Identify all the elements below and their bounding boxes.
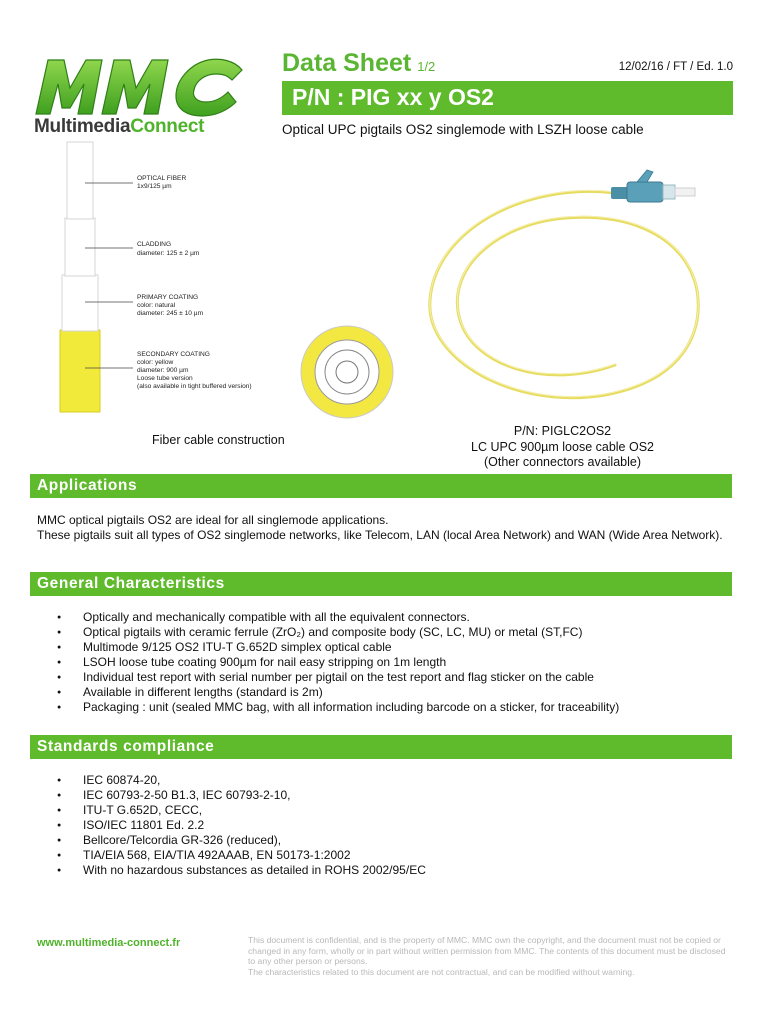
- page-indicator: 1/2: [417, 59, 436, 74]
- list-item: ● ISO/IEC 11801 Ed. 2.2: [57, 818, 426, 833]
- label-cladding-spec: diameter: 125 ± 2 µm: [137, 250, 200, 257]
- list-item: ● IEC 60793-2-50 B1.3, IEC 60793-2-10,: [57, 788, 426, 803]
- logo-word-connect: Connect: [130, 116, 205, 137]
- cladding-layer: [65, 218, 95, 276]
- label-secondary-coating-version: Loose tube version: [137, 375, 193, 382]
- standards-list: [57, 773, 426, 878]
- fiber-cross-section: [295, 322, 405, 422]
- optical-fiber-core: [67, 142, 93, 219]
- doc-title: [282, 49, 435, 78]
- section-header-applications: Applications: [30, 474, 732, 498]
- label-secondary-coating-diameter: diameter: 900 µm: [137, 367, 189, 374]
- logo-word-multimedia: Multimedia: [34, 116, 131, 137]
- label-secondary-coating-color: color: yellow: [137, 359, 174, 366]
- list-item: ● With no hazardous substances as detailed in ROHS 2002/95/EC: [57, 863, 426, 878]
- fiber-construction-caption: Fiber cable construction: [152, 433, 285, 447]
- section-header-general-characteristics: General Characteristics: [30, 572, 732, 596]
- lc-connector: [611, 170, 695, 202]
- list-item: ● Bellcore/Telcordia GR-326 (reduced),: [57, 833, 426, 848]
- footer-website-link[interactable]: www.multimedia-connect.fr: [37, 937, 181, 949]
- label-primary-coating-color: color: natural: [137, 302, 176, 309]
- footer-disclaimer: [248, 935, 728, 977]
- product-caption: [455, 424, 670, 471]
- fiber-layers: [60, 142, 100, 412]
- list-item: ● Multimode 9/125 OS2 ITU-T G.652D simplex optical cable: [57, 640, 619, 655]
- list-item: ● Available in different lengths (standard is 2m): [57, 685, 619, 700]
- list-item: ● IEC 60874-20,: [57, 773, 426, 788]
- date-reference: 12/02/16 / FT / Ed. 1.0: [618, 61, 733, 73]
- primary-coating-layer: [62, 275, 98, 331]
- label-primary-coating-title: PRIMARY COATING: [137, 294, 199, 301]
- list-item: ● Optically and mechanically compatible with all the equivalent connectors.: [57, 610, 619, 625]
- list-item: ● Optical pigtails with ceramic ferrule (ZrO₂) and composite body (SC, LC, MU) or metal (ST,FC): [57, 625, 619, 640]
- doc-title-text: Data Sheet: [282, 49, 412, 77]
- product-subtitle: Optical UPC pigtails OS2 singlemode with LSZH loose cable: [282, 122, 644, 137]
- part-number-bar: P/N : PIG xx y OS2: [282, 81, 733, 115]
- applications-line-2: These pigtails suit all types of OS2 singlemode networks, like Telecom, LAN (local Area Network) and WAN (Wide Area Network).: [37, 527, 723, 542]
- fiber-construction-diagram: [30, 140, 300, 420]
- product-caption-note: (Other connectors available): [483, 455, 642, 469]
- list-item: ● TIA/EIA 568, EIA/TIA 492AAAB, EN 50173-1:2002: [57, 848, 426, 863]
- footer-disclaimer-confidential: This document is confidential, and is the property of MMC. MMC own the copyright, and the document must not be copied or changed in any form, wholly or in part without written permission from MMC. The contents of this document must be disclosed to any other person or persons.: [248, 935, 726, 967]
- product-caption-pn: P/N: PIGLC2OS2: [513, 424, 612, 438]
- label-secondary-coating-title: SECONDARY COATING: [137, 351, 210, 358]
- label-secondary-coating-note: (also available in tight buffered version): [137, 383, 252, 390]
- secondary-coating-layer: [60, 330, 100, 412]
- logo-wordmark: [34, 116, 204, 138]
- product-caption-desc: LC UPC 900µm loose cable OS2: [471, 439, 654, 454]
- applications-line-1: MMC optical pigtails OS2 are ideal for all singlemode applications.: [37, 513, 389, 527]
- list-item: ● Packaging : unit (sealed MMC bag, with all information including barcode on a sticker, for traceability): [57, 700, 619, 715]
- list-item: ● Individual test report with serial number per pigtail on the test report and flag sticker on the cable: [57, 670, 619, 685]
- pigtail-product-image: [415, 160, 715, 415]
- label-optical-fiber-title: OPTICAL FIBER: [137, 175, 187, 182]
- general-characteristics-list: [57, 610, 619, 715]
- label-cladding-title: CLADDING: [137, 241, 172, 248]
- label-primary-coating-diameter: diameter: 245 ± 10 µm: [137, 310, 204, 317]
- applications-text: [37, 513, 727, 542]
- section-header-standards-compliance: Standards compliance: [30, 735, 732, 759]
- list-item: ● LSOH loose tube coating 900µm for nail easy stripping on 1m length: [57, 655, 619, 670]
- footer-disclaimer-contractual: The characteristics related to this document are not contractual, and can be modified without warning.: [248, 966, 635, 977]
- list-item: ● ITU-T G.652D, CECC,: [57, 803, 426, 818]
- label-optical-fiber-spec: 1x9/125 µm: [137, 183, 172, 190]
